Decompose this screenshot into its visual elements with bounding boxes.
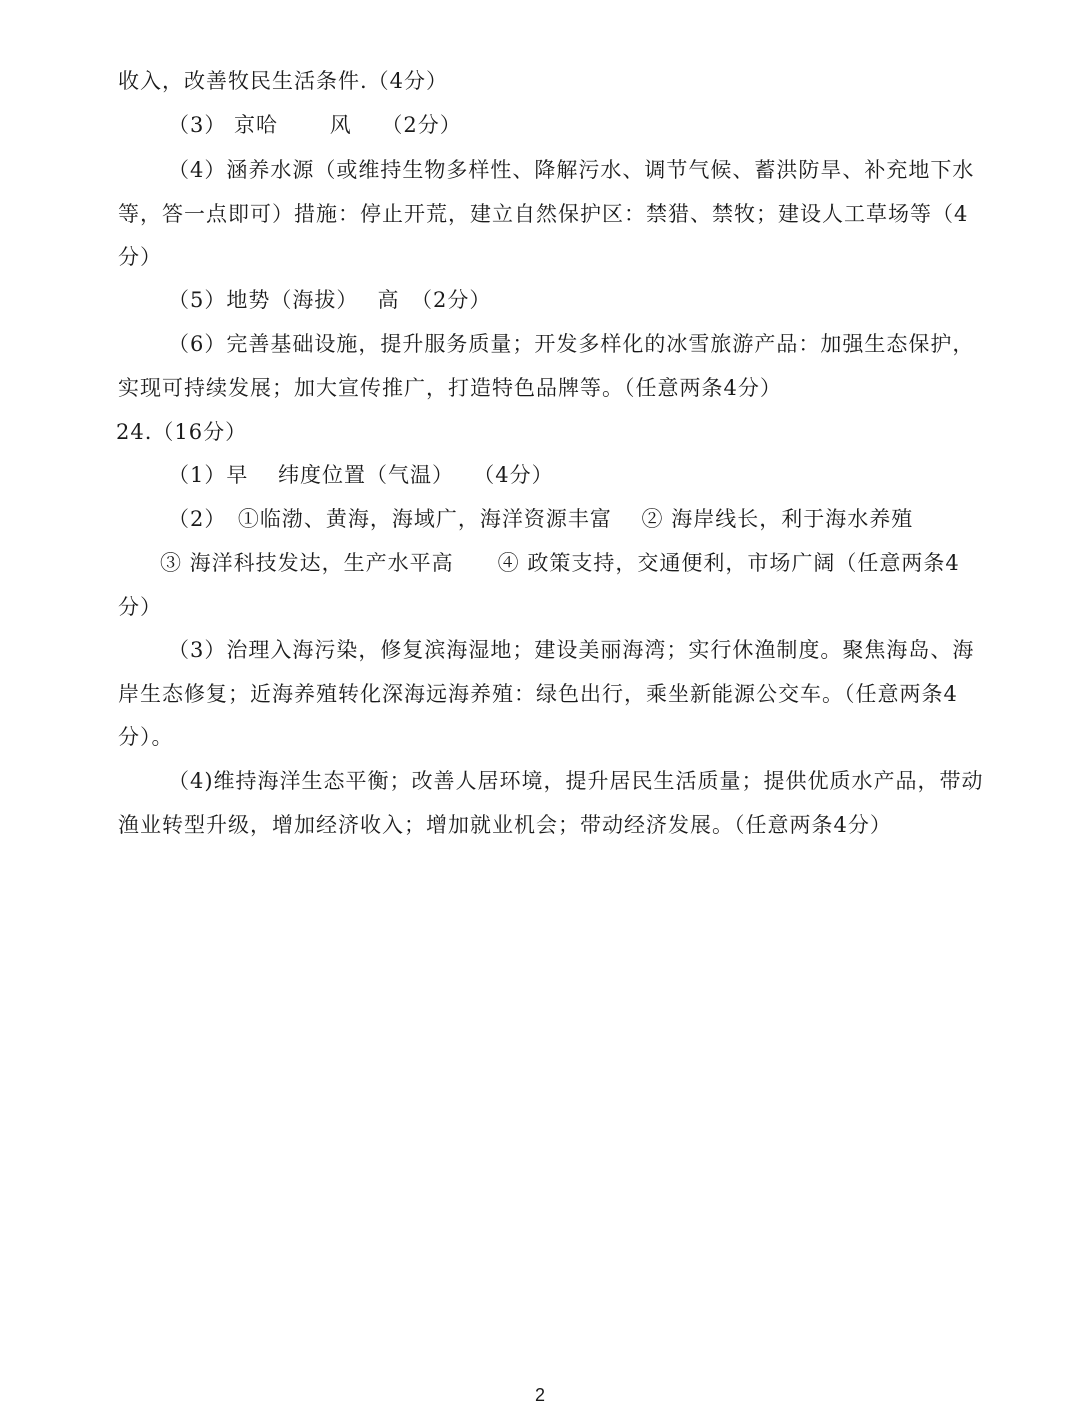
- text-line: 分）。: [118, 725, 174, 749]
- text-line: （2） ①临渤、黄海，海域广，海洋资源丰富 ② 海岸线长，利于海水养殖: [168, 507, 914, 531]
- text-line: 渔业转型升级，增加经济收入；增加就业机会；带动经济发展。（任意两条4分）: [118, 813, 892, 837]
- text-line: 实现可持续发展；加大宣传推广，打造特色品牌等。（任意两条4分）: [118, 376, 782, 400]
- text-line: （3） 京哈 风 （2分）: [168, 113, 462, 137]
- text-line: 分）: [118, 595, 162, 619]
- text-line: ③ 海洋科技发达，生产水平高 ④ 政策支持，交通便利，市场广阔（任意两条4: [160, 551, 960, 575]
- text-line: （3）治理入海污染，修复滨海湿地；建设美丽海湾；实行休渔制度。聚焦海岛、海: [168, 638, 975, 662]
- text-line: （6）完善基础设施，提升服务质量；开发多样化的冰雪旅游产品：加强生态保护，: [168, 332, 975, 356]
- text-line: 岸生态修复；近海养殖转化深海远海养殖：绿色出行，乘坐新能源公交车。（任意两条4: [118, 682, 958, 706]
- question-number: 24.（16分）: [116, 420, 248, 444]
- text-line: 收入，改善牧民生活条件.（4分）: [118, 69, 449, 93]
- text-line: 分）: [118, 245, 162, 269]
- text-line: （5）地势（海拔） 高 （2分）: [168, 288, 492, 312]
- text-line: 等，答一点即可）措施：停止开荒，建立自然保护区：禁猎、禁牧；建设人工草场等（4: [118, 202, 969, 226]
- page-number: 2: [534, 1385, 545, 1405]
- text-line: （1）早 纬度位置（气温） （4分）: [168, 463, 554, 487]
- text-line: （4）涵养水源（或维持生物多样性、降解污水、调节气候、蓄洪防旱、补充地下水: [168, 158, 975, 182]
- text-line: （4)维持海洋生态平衡；改善人居环境，提升居民生活质量；提供优质水产品，带动: [168, 769, 984, 793]
